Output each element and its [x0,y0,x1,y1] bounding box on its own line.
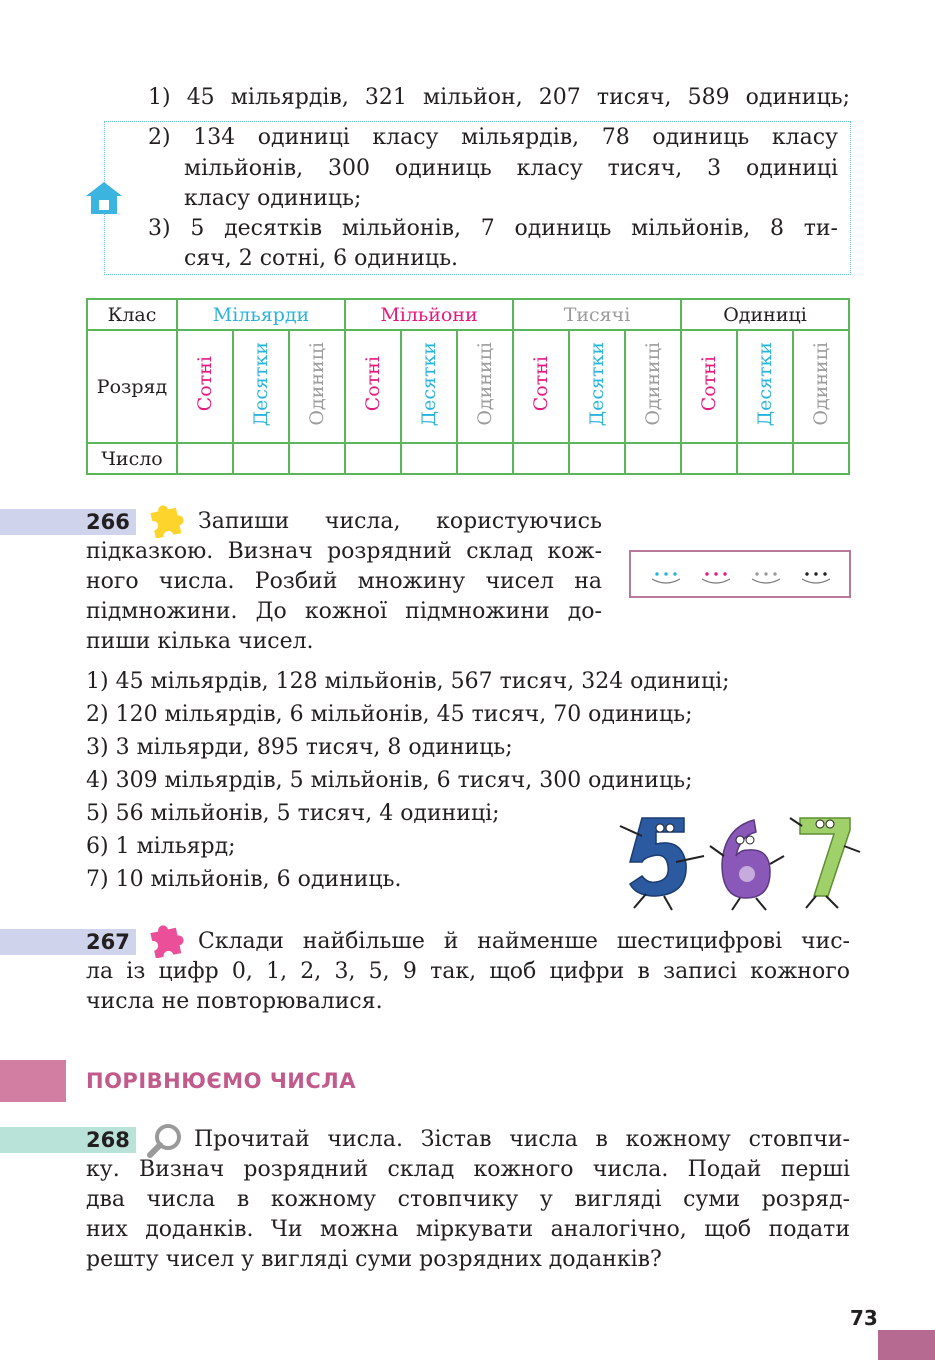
task-268-line-4: них доданків. Чи можна міркувати аналогічно, щоб подати [86,1217,850,1242]
magnifier-icon [146,1122,184,1158]
rank-ones: Одиниці [306,342,328,426]
table-row-number [87,443,849,474]
top-list-item-2-line-3: класу одиниць; [184,186,362,211]
puzzle-yellow-icon [146,500,186,538]
table-cell [793,443,849,474]
class-millions: Мільйони [345,299,513,330]
class-billions: Мільярди [177,299,345,330]
table-row-ranks [87,330,849,443]
group-billions [655,572,676,575]
rank-hundreds: Сотні [362,356,384,412]
rank-tens: Десятки [418,341,440,427]
top-list-item-3-line-1: 3) 5 десятків мільйонів, 7 одиниць мільйонів, 8 ти- [148,216,838,241]
top-list-item-1: 1) 45 мільярдів, 321 мільйон, 207 тисяч, 589 одиниць; [148,85,850,110]
cartoon-six-icon [710,820,784,910]
rank-table [86,298,850,475]
task-266-item-5: 5) 56 мільйонів, 5 тисяч, 4 одиниці; [86,801,500,826]
table-cell [233,443,289,474]
table-cell [681,443,737,474]
table-cell [345,443,401,474]
rank-hundreds: Сотні [530,356,552,412]
top-list-item-3-line-2: сяч, 2 сотні, 6 одиниць. [184,246,459,271]
hint-box [629,550,851,598]
rank-tens: Десятки [586,341,608,427]
table-row-classes [87,299,849,330]
task-268-line-3: два числа в кожному стовпчику у вигляді суми розряд- [86,1187,850,1212]
top-list-item-2-line-2: мільйонів, 300 одиниць класу тисяч, 3 одиниці [184,156,838,181]
task-267-number: 267 [86,930,130,954]
rank-ones: Одиниці [642,342,664,426]
top-list-item-2-line-1: 2) 134 одиниці класу мільярдів, 78 одиниць класу [148,125,838,150]
page-bar [878,1330,935,1360]
page-number: 73 [850,1306,878,1330]
table-cell [177,443,233,474]
rank-ones: Одиниці [810,342,832,426]
digit-groups-hint [631,552,849,596]
task-266-item-1: 1) 45 мільярдів, 128 мільйонів, 567 тисяч, 324 одиниці; [86,669,730,694]
task-267-line-2: ла із цифр 0, 1, 2, 3, 5, 9 так, щоб цифри в записі кожного [86,959,850,984]
rank-hundreds: Сотні [698,356,720,412]
table-cell [401,443,457,474]
task-266-item-3: 3) 3 мільярди, 895 тисяч, 8 одиниць; [86,735,513,760]
table-cell [569,443,625,474]
table-cell [289,443,345,474]
task-266-line-4: підмножини. До кожної підмножини до- [86,599,602,624]
home-icon [84,180,124,216]
number-label: Число [87,443,177,474]
table-cell [737,443,793,474]
rank-ones: Одиниці [474,342,496,426]
task-266-item-6: 6) 1 мільярд; [86,834,236,859]
puzzle-pink-icon [146,920,186,958]
group-thousands [755,572,776,575]
table-cell [457,443,513,474]
group-units [805,572,826,575]
task-268-number: 268 [86,1128,130,1152]
class-label: Клас [87,299,177,330]
section-bar [0,1060,66,1102]
class-units: Одиниці [681,299,849,330]
task-266-number: 266 [86,510,130,534]
task-268-line-2: ку. Визнач розрядний склад кожного числа. Подай перші [86,1157,850,1182]
task-266-item-4: 4) 309 мільярдів, 5 мільйонів, 6 тисяч, 300 одиниць; [86,768,693,793]
rank-tens: Десятки [754,341,776,427]
task-266-item-7: 7) 10 мільйонів, 6 одиниць. [86,867,402,892]
task-267-line-1: Склади найбільше й найменше шестицифрові чис- [198,929,850,954]
task-267-line-3: числа не повторювалися. [86,989,383,1014]
class-thousands: Тисячі [513,299,681,330]
table-cell [625,443,681,474]
task-266-item-2: 2) 120 мільярдів, 6 мільйонів, 45 тисяч, 70 одиниць; [86,702,693,727]
task-266-line-1: Запиши числа, користуючись [198,509,602,534]
cartoon-seven-icon [790,818,860,908]
cartoon-numbers-illustration [604,806,868,912]
task-266-line-2: підказкою. Визнач розрядний склад кож- [86,539,602,564]
task-268-line-1: Прочитай числа. Зістав числа в кожному стовпчи- [194,1127,850,1152]
rank-hundreds: Сотні [194,356,216,412]
task-266-line-3: ного числа. Розбий множину чисел на [86,569,602,594]
rank-tens: Десятки [250,341,272,427]
section-title: ПОРІВНЮЄМО ЧИСЛА [86,1069,356,1093]
task-268-line-5: решту чисел у вигляді суми розрядних доданків? [86,1247,662,1272]
cartoon-five-icon [620,818,704,910]
rank-label: Розряд [87,330,177,443]
group-millions [705,572,726,575]
table-cell [513,443,569,474]
task-266-line-5: пиши кілька чисел. [86,629,314,654]
